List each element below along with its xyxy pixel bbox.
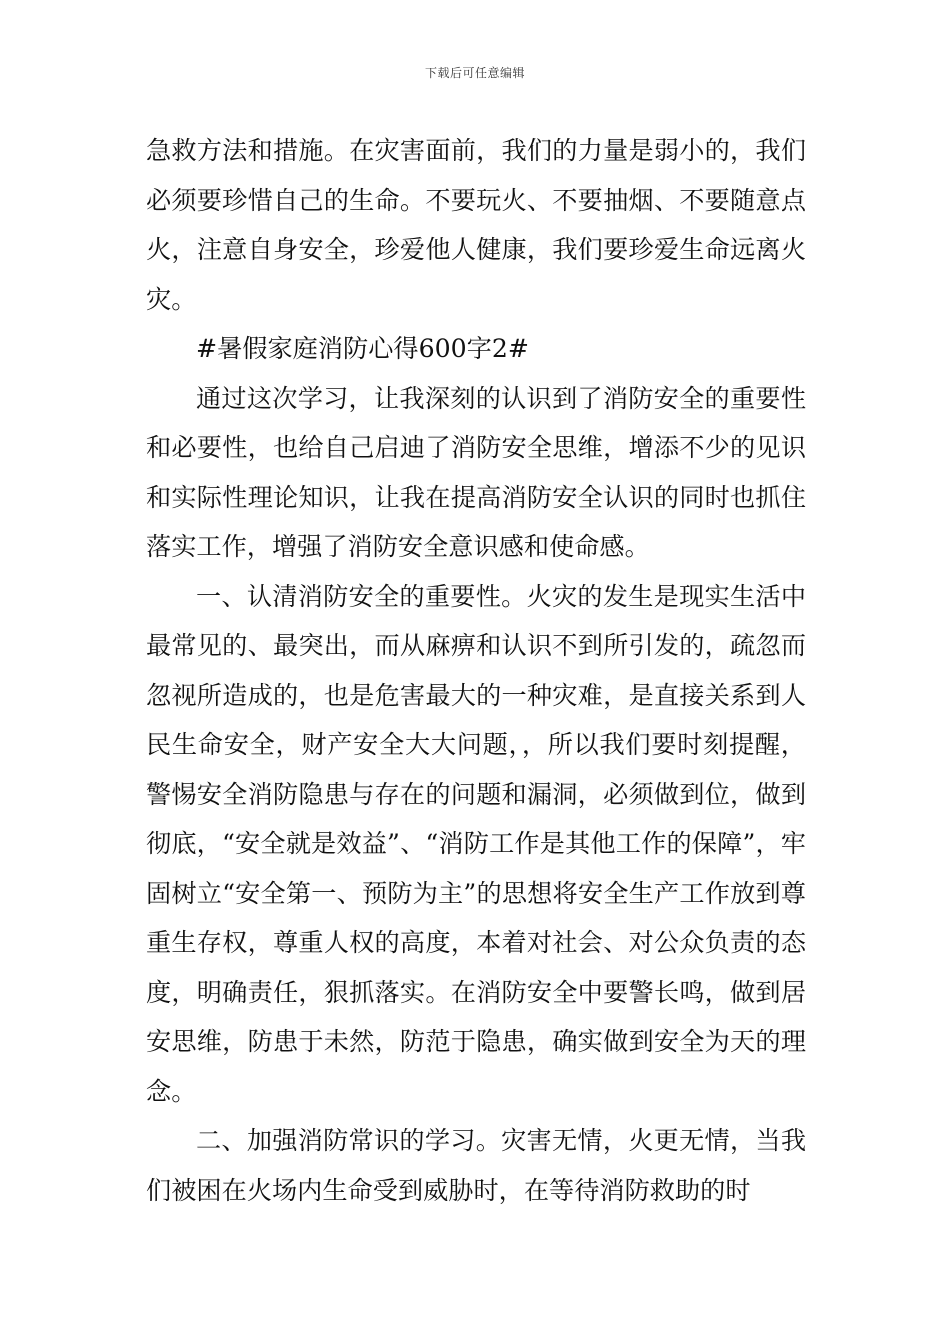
document-body	[146, 126, 806, 1215]
paragraph-intro: 通过这次学习，让我深刻的认识到了消防安全的重要性和必要性，也给自己启迪了消防安全思维，增添不少的见识和实际性理论知识，让我在提高消防安全认识的同时也抓住落实工作，增强了消防安全意识感和使命感。	[146, 383, 806, 561]
paragraph-point-one: 一、认清消防安全的重要性。火灾的发生是现实生活中最常见的、最突出，而从麻痹和认识不到所引发的，疏忽而忽视所造成的，也是危害最大的一种灾难，是直接关系到人民生命安全，财产安全大大问题，，所以我们要时刻提醒，警惕安全消防隐患与存在的问题和漏洞，必须做到位，做到彻底，“安全就是效益”、“消防工作是其他工作的保障”，牢固树立“安全第一、预防为主”的思想将安全生产工作放到尊重生存权，尊重人权的高度，本着对社会、对公众负责的态度，明确责任，狠抓落实。在消防安全中要警长鸣，做到居安思维，防患于未然，防范于隐患，确实做到安全为天的理念。	[146, 581, 806, 1106]
section-heading: #暑假家庭消防心得600字2#	[196, 334, 529, 363]
page-header: 下载后可任意编辑	[424, 66, 525, 80]
paragraph-point-two: 二、加强消防常识的学习。灾害无情，火更无情，当我们被困在火场内生命受到威胁时，在等待消防救助的时	[146, 1126, 806, 1205]
paragraph-continuation: 急救方法和措施。在灾害面前，我们的力量是弱小的，我们必须要珍惜自己的生命。不要玩火、不要抽烟、不要随意点火，注意自身安全，珍爱他人健康，我们要珍爱生命远离火灾。	[146, 136, 806, 314]
